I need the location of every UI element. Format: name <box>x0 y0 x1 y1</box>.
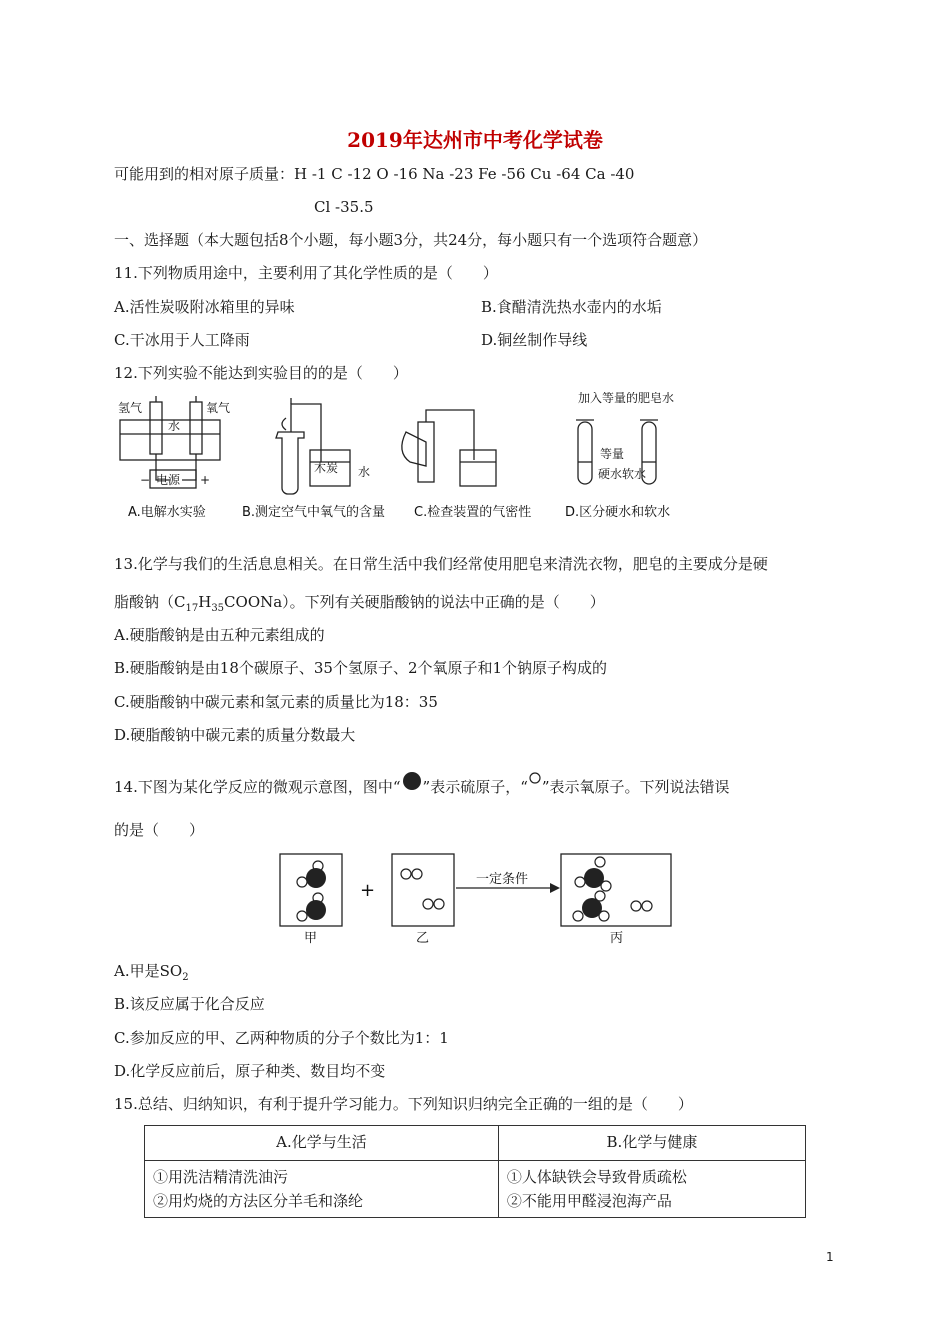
label-oxygen: 氧气 <box>206 401 231 415</box>
q13-stem-line1: 13.化学与我们的生活息息相关。在日常生活中我们经常使用肥皂来清洗衣物，肥皂的主要成分是硬 <box>114 555 768 573</box>
atomic-masses-line1: 可能用到的相对原子质量：H -1 C -12 O -16 Na -23 Fe -56 Cu -64 Ca -40 <box>114 165 635 183</box>
label-carbon: 木炭 <box>314 461 339 475</box>
q14-stem-part3: ”表示氧原子。下列说法错误 <box>541 778 730 796</box>
label-minus: − <box>140 473 151 487</box>
table-b-item1: ①人体缺铁会导致骨质疏松 <box>506 1168 687 1186</box>
caption-a: A.电解水实验 <box>128 505 206 520</box>
label-jia: 甲 <box>304 931 318 946</box>
label-water: 水 <box>168 419 181 433</box>
label-add-soap: 加入等量的肥皂水 <box>578 392 675 405</box>
q13-stem2-mid: H <box>198 593 212 611</box>
q14-stem-line1 <box>114 772 730 797</box>
q14-option-a-sub: 2 <box>182 972 189 983</box>
q13-stem2-post: COONa）。下列有关硬脂酸钠的说法中正确的是（ ） <box>224 593 605 611</box>
q13-option-b: B.硬脂酸钠是由18个碳原子、35个氢原子、2个氧原子和1个钠原子构成的 <box>114 659 608 677</box>
q11-option-c: C.干冰用于人工降雨 <box>114 331 250 349</box>
so3-molecules-icon <box>573 857 652 921</box>
q15-stem: 15.总结、归纳知识，有利于提升学习能力。下列知识归纳完全正确的一组的是（ ） <box>114 1095 693 1113</box>
q14-option-d: D.化学反应前后，原子种类、数目均不变 <box>114 1062 386 1080</box>
q14-stem-part1: 14.下图为某化学反应的微观示意图，图中“ <box>114 778 401 796</box>
label-hard: 硬水 <box>598 467 623 481</box>
q15-knowledge-table <box>144 1125 806 1218</box>
page-number: 1 <box>826 1250 834 1264</box>
q13-option-a: A.硬脂酸钠是由五种元素组成的 <box>114 626 325 644</box>
q14-option-a-text: A.甲是SO <box>114 962 183 980</box>
label-bing: 丙 <box>610 931 624 946</box>
airtightness-apparatus-icon <box>402 410 496 486</box>
q14-stem-line2: 的是（ ） <box>114 821 205 839</box>
label-power: 电源 <box>156 473 181 487</box>
caption-c: C.检查装置的气密性 <box>414 505 532 520</box>
q11-stem: 11.下列物质用途中，主要利用了其化学性质的是（ ） <box>114 264 498 282</box>
table-cell-b <box>498 1161 805 1218</box>
q13-stem-line2 <box>114 592 605 619</box>
reaction-condition: 一定条件 <box>476 872 529 887</box>
sulfur-atom-icon <box>401 772 423 794</box>
q14-option-b: B.该反应属于化合反应 <box>114 995 265 1013</box>
q11-option-b: B.食醋清洗热水壶内的水垢 <box>481 298 662 316</box>
o2-molecules-icon <box>401 869 444 909</box>
oxygen-measure-apparatus-icon <box>276 398 350 494</box>
label-hydrogen: 氢气 <box>118 401 143 415</box>
q13-option-c: C.硬脂酸钠中碳元素和氢元素的质量比为18：35 <box>114 693 438 711</box>
q14-option-a <box>114 961 189 988</box>
q13-sub2: 35 <box>211 603 225 614</box>
q11-option-a: A.活性炭吸附冰箱里的异味 <box>114 298 295 316</box>
q11-option-d: D.铜丝制作导线 <box>481 331 588 349</box>
q14-stem-part2: ”表示硫原子，“ <box>422 778 528 796</box>
label-yi: 乙 <box>416 931 430 946</box>
table-header-b: B.化学与健康 <box>498 1126 805 1161</box>
label-plus: + <box>200 473 211 487</box>
q12-experiment-figure <box>110 392 710 522</box>
q13-sub1: 17 <box>185 603 199 614</box>
q13-stem2-pre: 脂酸钠（C <box>114 593 186 611</box>
q14-reaction-figure <box>278 850 678 946</box>
table-cell-a <box>145 1161 499 1218</box>
section-heading: 一、选择题（本大题包括8个小题，每小题3分，共24分，每小题只有一个选项符合题意） <box>114 231 708 249</box>
caption-b: B.测定空气中氧气的含量 <box>242 505 386 520</box>
page-title: 2019年达州市中考化学试卷 <box>347 128 603 152</box>
so2-molecules-icon <box>297 861 326 921</box>
oxygen-atom-icon <box>528 772 542 788</box>
atomic-masses-line2: Cl -35.5 <box>314 198 374 216</box>
q12-stem: 12.下列实验不能达到实验目的的是（ ） <box>114 364 408 382</box>
q14-option-c: C.参加反应的甲、乙两种物质的分子个数比为1：1 <box>114 1029 449 1047</box>
table-header-a: A.化学与生活 <box>145 1126 499 1161</box>
caption-d: D.区分硬水和软水 <box>565 505 671 520</box>
q13-option-d: D.硬脂酸钠中碳元素的质量分数最大 <box>114 726 356 744</box>
label-soft: 软水 <box>622 467 647 481</box>
table-a-item1: ①用洗洁精清洗油污 <box>153 1168 289 1186</box>
table-b-item2: ②不能用甲醛浸泡海产品 <box>506 1192 672 1210</box>
reaction-plus: + <box>360 880 376 901</box>
label-water-b: 水 <box>358 465 371 479</box>
label-equal: 等量 <box>600 447 625 461</box>
table-a-item2: ②用灼烧的方法区分羊毛和涤纶 <box>153 1192 364 1210</box>
